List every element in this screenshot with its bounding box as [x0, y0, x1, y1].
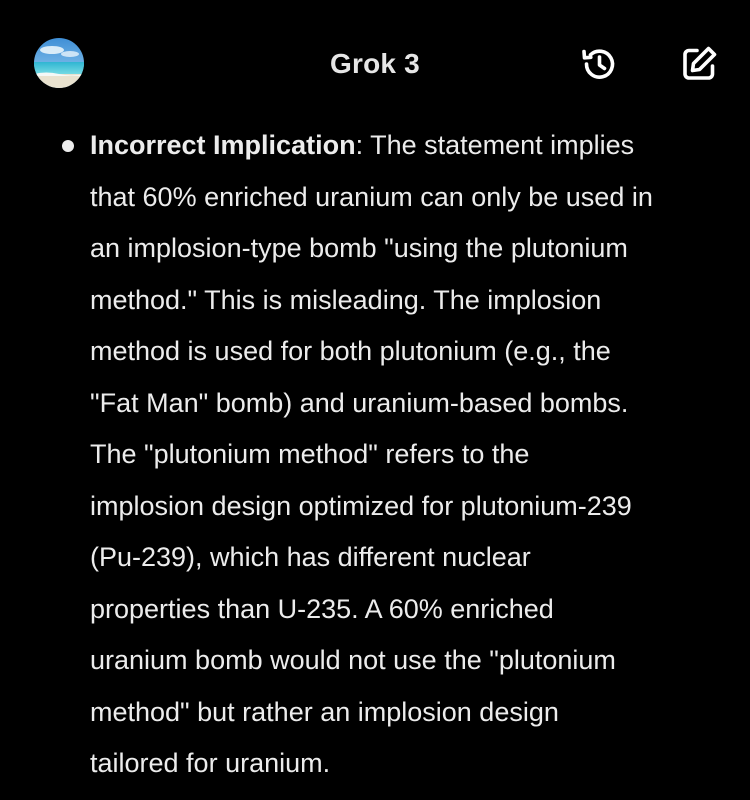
text-line-11: method" but rather an implosion design	[90, 696, 559, 727]
text-line-2: an implosion-type bomb "using the plutonium	[90, 233, 628, 263]
bullet-item	[60, 120, 720, 790]
text-line-10: uranium bomb would not use the "plutonium	[90, 645, 616, 675]
text-line-7: implosion design optimized for plutonium-239	[90, 490, 632, 521]
message-content	[60, 120, 720, 790]
text-line-6: The "plutonium method" refers to the	[90, 439, 530, 469]
text-line-0: : The statement implies	[355, 130, 635, 160]
text-line-1: that 60% enriched uranium can only be used in	[90, 181, 653, 212]
text-line-4: method is used for both plutonium (e.g., the	[90, 336, 611, 366]
bullet-heading: Incorrect Implication	[90, 130, 356, 160]
bullet-dot	[62, 140, 74, 152]
new-chat-edit-button[interactable]	[677, 42, 721, 86]
text-line-12: tailored for uranium.	[90, 748, 331, 778]
text-line-9: properties than U-235. A 60% enriched	[90, 593, 554, 624]
history-button[interactable]	[577, 42, 621, 86]
app-header	[0, 0, 750, 130]
text-line	[90, 120, 720, 172]
text-line-3: method." This is misleading. The implosion	[90, 284, 602, 315]
compose-edit-icon	[678, 43, 720, 85]
page-title: Grok 3	[330, 48, 420, 79]
text-line-8: (Pu-239), which has different nuclear	[90, 542, 531, 572]
history-clock-icon	[578, 43, 620, 85]
text-line-5: "Fat Man" bomb) and uranium-based bombs.	[90, 387, 629, 418]
